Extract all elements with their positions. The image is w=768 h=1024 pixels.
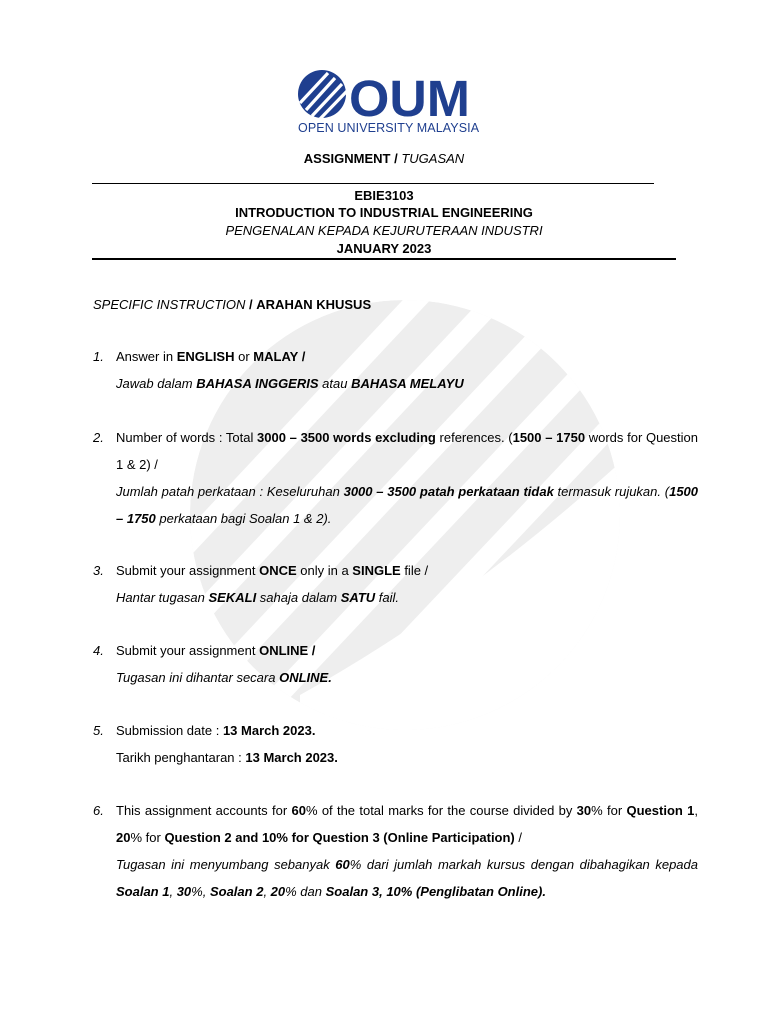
instruction-3: 3. Submit your assignment ONCE only in a SINGLE file / Hantar tugasan SEKALI sahaja dalam SATU fail. bbox=[93, 557, 698, 611]
instruction-2: 2. Number of words : Total 3000 – 3500 words excluding references. (1500 – 1750 words for Question 1 & 2) / Jumlah patah perkataan : Keseluruhan 3000 – 3500 patah perkataan tidak termasuk rujukan. (1500 – 1750 perkataan bagi Soalan 1 & 2). bbox=[93, 424, 698, 532]
instruction-2-en: Number of words : Total 3000 – 3500 words excluding references. (1500 – 1750 words for Question 1 & 2) / bbox=[116, 430, 698, 472]
instruction-1-ms: Jawab dalam BAHASA INGGERIS atau BAHASA MELAYU bbox=[116, 376, 464, 391]
instruction-5-en: Submission date : 13 March 2023. bbox=[116, 723, 316, 738]
course-title-ms: PENGENALAN KEPADA KEJURUTERAAN INDUSTRI bbox=[225, 223, 543, 238]
instruction-3-ms: Hantar tugasan SEKALI sahaja dalam SATU fail. bbox=[116, 590, 400, 605]
course-title-en: INTRODUCTION TO INDUSTRIAL ENGINEERING bbox=[235, 205, 533, 220]
instruction-5-ms: Tarikh penghantaran : 13 March 2023. bbox=[116, 750, 338, 765]
logo-wordmark: OUM bbox=[349, 70, 470, 127]
logo-subtitle: OPEN UNIVERSITY MALAYSIA bbox=[298, 121, 480, 135]
oum-emblem-icon bbox=[298, 70, 348, 120]
semester: JANUARY 2023 bbox=[336, 241, 432, 256]
instruction-1-en: Answer in ENGLISH or MALAY / bbox=[116, 349, 306, 364]
instruction-2-ms: Jumlah patah perkataan : Keseluruhan 3000 – 3500 patah perkataan tidak termasuk rujukan. (1500 – 1750 perkataan bagi Soalan 1 & 2). bbox=[116, 484, 699, 526]
top-rule bbox=[92, 183, 654, 184]
instruction-5: 5. Submission date : 13 March 2023. Tarikh penghantaran : 13 March 2023. bbox=[93, 717, 698, 771]
instruction-4-en: Submit your assignment ONLINE / bbox=[116, 643, 316, 658]
specific-instruction-heading: SPECIFIC INSTRUCTION / ARAHAN KHUSUS bbox=[93, 297, 372, 312]
instruction-6-ms: Tugasan ini menyumbang sebanyak 60% dari jumlah markah kursus dengan dibahagikan kepada Soalan 1, 30%, Soalan 2, 20% dan Soalan 3, 10% (Penglibatan Online). bbox=[116, 857, 698, 899]
instruction-1: 1. Answer in ENGLISH or MALAY / Jawab dalam BAHASA INGGERIS atau BAHASA MELAYU bbox=[93, 343, 698, 397]
header-rule bbox=[92, 258, 676, 260]
course-code: EBIE3103 bbox=[354, 188, 414, 203]
instruction-6: 6. This assignment accounts for 60% of the total marks for the course divided by 30% for Question 1, 20% for Question 2 and 10% for Question 3 (Online Participation) / Tugasan ini menyumbang sebanyak 60% dari jumlah markah kursus dengan dibahagikan kepada Soalan 1, 30%, Soalan 2, 20% dan Soalan 3, 10% (Penglibatan Online). bbox=[93, 797, 698, 905]
instruction-6-en: This assignment accounts for 60% of the total marks for the course divided by 30% for Question 1, 20% for Question 2 and 10% for Question 3 (Online Participation) / bbox=[116, 803, 698, 845]
assignment-heading: ASSIGNMENT / TUGASAN bbox=[303, 151, 465, 166]
instruction-3-en: Submit your assignment ONCE only in a SINGLE file / bbox=[116, 563, 429, 578]
instruction-4: 4. Submit your assignment ONLINE / Tugasan ini dihantar secara ONLINE. bbox=[93, 637, 698, 691]
instruction-4-ms: Tugasan ini dihantar secara ONLINE. bbox=[116, 670, 332, 685]
